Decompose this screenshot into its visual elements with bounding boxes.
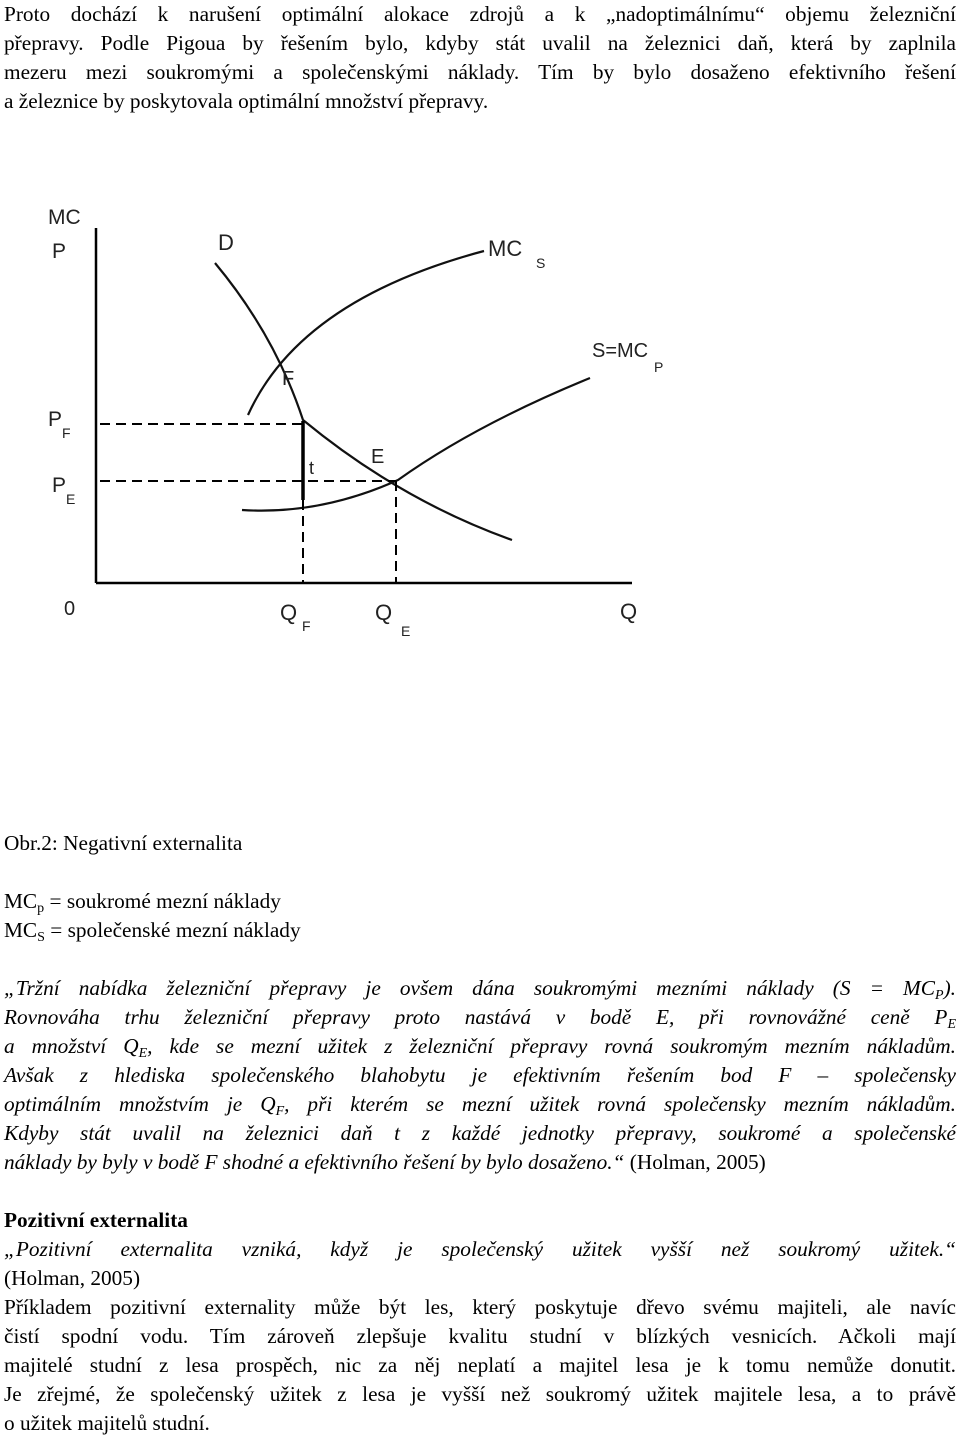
price-e-label-sub: E bbox=[66, 491, 76, 507]
section-line: majitelé studní z lesa prospěch, nic za něj neplatí a majitel lesa je k tomu nemůže donutit. bbox=[4, 1353, 956, 1377]
x-axis-label: Q bbox=[620, 599, 638, 624]
point-e-label: E bbox=[371, 446, 385, 468]
figure-caption bbox=[4, 829, 956, 858]
section-citation: (Holman, 2005) bbox=[4, 1266, 141, 1290]
qty-f-label: Q bbox=[280, 600, 298, 625]
section-quote: „Pozitivní externalita vzniká, když je společenský užitek vyšší než soukromý užitek.“ bbox=[4, 1237, 956, 1261]
qty-e-label-sub: E bbox=[401, 623, 411, 639]
qty-e-label: Q bbox=[375, 600, 393, 625]
legend-mcp: $MC_p$ = soukromé mezní náklady bbox=[4, 889, 281, 916]
quote-line: Avšak z hlediska společenského blahobytu je efektivním řešením bod F – společensky bbox=[4, 1063, 956, 1087]
citation: (Holman, 2005) bbox=[624, 1150, 766, 1174]
tax-label: t bbox=[309, 458, 315, 478]
social-mc-label: MC bbox=[488, 236, 523, 261]
intro-line: a železnice by poskytovala optimální množství přepravy. bbox=[4, 89, 489, 113]
legend-mcs: $MC_S$ = společenské mezní náklady bbox=[4, 918, 301, 945]
intro-line: Proto dochází k narušení optimální alokace zdrojů a k „nadoptimálnímu“ objemu železniční bbox=[4, 2, 956, 26]
price-e-label: P bbox=[52, 474, 67, 497]
quote-line: „Tržní nabídka železniční přepravy je ovšem dána soukromými mezními náklady $(S = MC_P)$. bbox=[4, 976, 956, 1003]
y-axis-label-mc: MC bbox=[48, 206, 81, 229]
section-positive bbox=[4, 1206, 956, 1438]
section-line: čistí spodní vodu. Tím zároveň zlepšuje kvalitu studní v blízkých vesnicích. Ačkoli mají bbox=[4, 1324, 956, 1348]
social-mc-curve bbox=[248, 251, 484, 415]
section-heading: Pozitivní externalita bbox=[4, 1208, 188, 1232]
demand-label: D bbox=[218, 230, 234, 255]
externality-diagram bbox=[0, 180, 960, 650]
supply-label: S=MC bbox=[592, 340, 649, 362]
quote-line: optimálním množstvím je $Q_F$, při kterém se mezní užitek rovná společensky mezním nákladům. bbox=[4, 1092, 956, 1119]
qty-f-label-sub: F bbox=[302, 618, 311, 634]
price-f-label-sub: F bbox=[62, 425, 71, 441]
section-line: o užitek majitelů studní. bbox=[4, 1411, 210, 1435]
section-line: Příkladem pozitivní externality může být les, který poskytuje dřevo svému majiteli, ale navíc bbox=[4, 1295, 956, 1319]
supply-label-sub: P bbox=[654, 359, 664, 375]
social-mc-label-sub: S bbox=[536, 255, 546, 271]
price-f-label: P bbox=[48, 408, 63, 431]
intro-paragraph bbox=[4, 0, 956, 116]
legend bbox=[4, 887, 956, 945]
intro-line: přepravy. Podle Pigoua by řešením bylo, kdyby stát uvalil na železnici daň, která by zaplnila bbox=[4, 31, 956, 55]
origin-label: 0 bbox=[64, 598, 76, 620]
y-axis-label-p: P bbox=[52, 240, 67, 263]
caption-text: Obr.2: Negativní externalita bbox=[4, 831, 243, 855]
quote-paragraph bbox=[4, 974, 956, 1177]
section-line: Je zřejmé, že společenský užitek z lesa je vyšší než soukromý užitek majitele lesa, a to právě bbox=[4, 1382, 956, 1406]
quote-line: Kdyby stát uvalil na železnici daň t z každé jednotky přepravy, soukromé a společenské bbox=[4, 1121, 956, 1145]
point-f-label: F bbox=[282, 368, 295, 390]
quote-line: Rovnováha trhu železniční přepravy proto nastává v bodě E, při rovnovážné ceně $P_E$ bbox=[4, 1005, 956, 1032]
intro-line: mezeru mezi soukromými a společenskými náklady. Tím by bylo dosaženo efektivního řešení bbox=[4, 60, 956, 84]
quote-line: náklady by byly v bodě F shodné a efektivního řešení by bylo dosaženo.“ (Holman, 2005) bbox=[4, 1150, 766, 1174]
quote-line: a množství $Q_E$, kde se mezní užitek z železniční přepravy rovná soukromým mezním nákladům. bbox=[4, 1034, 956, 1061]
demand-curve bbox=[215, 263, 512, 540]
